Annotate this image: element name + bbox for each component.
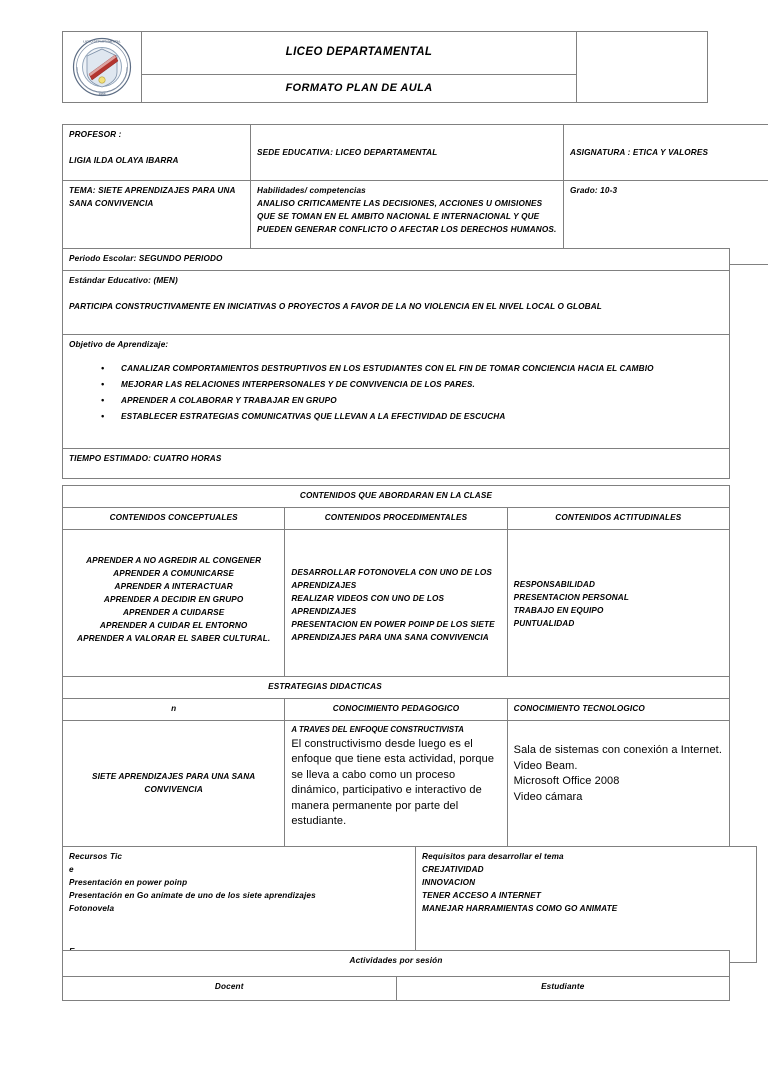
estrategia-contenido-cell [63,721,285,847]
list-item: Microsoft Office 2008 [513,775,620,787]
table-row [63,449,730,479]
requisitos-label: Requisitos para desarrollar el tema [422,852,564,861]
list-item: APRENDER A CUIDAR EL ENTORNO [99,621,248,630]
pedagogico-title: A TRAVES DEL ENFOQUE CONSTRUCTIVISTA [291,725,464,734]
conocimiento-pedagogico-cell [285,721,507,847]
periodo-block [62,248,730,271]
periodo-cell [63,249,730,271]
document-header-block [62,31,708,103]
header-contenidos-conceptuales [63,508,285,530]
conocimiento-tecnologico-cell [507,721,729,847]
header-estudiante [396,977,730,1001]
contenidos-banner: CONTENIDOS QUE ABORDARAN EN LA CLASE [299,491,493,500]
sede-cell [251,125,564,181]
table-row [63,508,730,530]
list-item: APRENDER A NO AGREDIR AL CONGENER [86,556,262,565]
header-contenidos-procedimentales [285,508,507,530]
table-row [63,125,768,181]
actividades-table [62,950,730,1001]
header-docente [63,977,397,1001]
table-row [63,486,730,508]
institution-title-cell [142,32,577,75]
table-row [63,530,730,697]
actividades-banner-cell [63,951,730,977]
spacer [69,287,723,300]
contenidos-conceptuales-cell [63,530,285,697]
estandar-label: Estándar Educativo: (MEN) [69,276,178,285]
header-label: Estudiante [541,982,585,991]
tema-text: TEMA: SIETE APRENDIZAJES PARA UNA SANA CONVIVENCIA [69,186,236,208]
header-label: n [171,704,177,713]
estrategias-table [62,676,730,847]
estrategias-banner: ESTRATEGIAS DIDACTICAS [268,682,382,691]
recursos-table [62,846,757,963]
header-estrategia-n [63,699,285,721]
list-item: DESARROLLAR FOTONOVELA CON UNO DE LOS APRENDIZAJES [291,568,493,590]
table-row [63,677,730,699]
list-item: • APRENDER A COLABORAR Y TRABAJAR EN GRUPO [121,393,723,409]
list-item: APRENDER A VALORAR EL SABER CULTURAL. [77,634,271,643]
contenidos-table [62,485,730,697]
header-label: CONOCIMIENTO PEDAGOGICO [332,704,460,713]
list-item: PUNTUALIDAD [513,619,575,628]
asignatura-cell [564,125,768,181]
info-table [62,124,768,265]
list-item: INNOVACION [422,878,476,887]
list-item: Video Beam. [513,759,578,772]
header-conocimiento-pedagogico [285,699,507,721]
table-row [63,699,730,721]
table-row [63,271,730,335]
list-item: RESPONSABILIDAD [513,580,596,589]
list-item: Presentación en Go anímate de uno de los siete aprendizajes [69,891,316,900]
actividades-block [62,950,730,1001]
table-row [63,951,730,977]
periodo-escolar-text: Periodo Escolar: SEGUNDO PERIODO [69,254,223,263]
estrategias-banner-cell [63,677,730,699]
tiempo-cell [63,449,730,479]
list-item: APRENDER A INTERACTUAR [114,582,233,591]
profesor-cell [63,125,251,181]
estandar-text: PARTICIPA CONSTRUCTIVAMENTE EN INICIATIVAS O PROYECTOS A FAVOR DE LA NO VIOLENCIA EN EL NIVEL LOCAL O GLOBAL [69,302,602,311]
table-row [63,847,757,963]
requisitos-cell [416,847,757,963]
header-contenidos-actitudinales [507,508,729,530]
list-item: • CANALIZAR COMPORTAMIENTOS DESTRUPTIVOS EN LOS ESTUDIANTES CON EL FIN DE TOMAR CONCIENCIA HACIA EL CAMBIO [121,361,723,377]
list-item: REALIZAR VIDEOS CON UNO DE LOS APRENDIZAJES [291,594,445,616]
list-item: e [69,865,74,874]
objetivo-cell [63,335,730,451]
format-title: FORMATO PLAN DE AULA [285,81,433,94]
list-item: Video cámara [513,790,583,803]
tiempo-table [62,448,730,479]
objetivo-table [62,334,730,451]
list-item: APRENDER A CUIDARSE [122,608,225,617]
header-table [62,31,708,103]
svg-text:LICEO DEPARTAMENTAL: LICEO DEPARTAMENTAL [83,39,121,44]
header-label: CONTENIDOS ACTITUDINALES [555,513,682,522]
header-conocimiento-tecnologico [507,699,729,721]
list-item: • MEJORAR LAS RELACIONES INTERPERSONALES Y DE CONVIVENCIA DE LOS PARES. [121,377,723,393]
pedagogico-text: El constructivismo desde luego es el enfoque que tiene esta actividad, porque se lleva a cabo como un proceso dinámico, participativo e interactivo de manera permanente por parte del estudiante. [291,737,495,827]
estandar-cell [63,271,730,335]
estrategia-contenido-text: SIETE APRENDIZAJES PARA UNA SANA CONVIVENCIA [91,772,256,794]
tiempo-estimado-text: TIEMPO ESTIMADO: CUATRO HORAS [69,454,222,463]
tiempo-block [62,448,730,479]
contenidos-banner-cell [63,486,730,508]
institution-title: LICEO DEPARTAMENTAL [285,46,433,59]
contenidos-procedimentales-cell [285,530,507,697]
list-item: APRENDER A DECIDIR EN GRUPO [103,595,244,604]
header-label: CONTENIDOS CONCEPTUALES [109,513,238,522]
habilidades-text: ANALISO CRITICAMENTE LAS DECISIONES, ACCIONES U OMISIONES QUE SE TOMAN EN EL AMBITO NACIONAL E INTERNACIONAL Y QUE PUEDEN GENERAR CONFLICTO O AFECTAR LOS DERECHOS HUMANOS. [257,199,557,234]
table-row [63,721,730,847]
spacer [69,141,244,154]
periodo-table [62,248,730,271]
school-logo-cell [63,32,142,103]
sede-text: SEDE EDUCATIVA: LICEO DEPARTAMENTAL [257,147,438,157]
recursos-block [62,846,730,963]
header-label: Docent [214,982,244,991]
habilidades-label: Habilidades/ competencias [257,186,366,195]
estandar-block [62,270,730,335]
spacer [69,915,409,945]
info-block [62,124,730,265]
profesor-label: PROFESOR : [69,130,122,139]
list-item: PRESENTACION EN POWER POINP DE LOS SIETE APRENDIZAJES PARA UNA SANA CONVIVENCIA [291,620,495,642]
estrategias-block [62,676,730,847]
table-row [63,335,730,451]
contenidos-actitudinales-cell [507,530,729,697]
svg-text:1963: 1963 [98,92,106,97]
list-item: TRABAJO EN EQUIPO [513,606,604,615]
format-title-cell [142,74,577,102]
actividades-banner: Actividades por sesión [349,956,443,965]
objetivo-block [62,334,730,451]
profesor-name: LIGIA ILDA OLAYA IBARRA [69,156,179,165]
table-row [63,977,730,1001]
asignatura-text: ASIGNATURA : ETICA Y VALORES [570,147,709,157]
recursos-label: Recursos Tic [69,852,123,861]
list-item: • ESTABLECER ESTRATEGIAS COMUNICATIVAS QUE LLEVAN A LA EFECTIVIDAD DE ESCUCHA [121,409,723,425]
list-item: Presentación en power poinp [69,878,188,887]
objetivo-label: Objetivo de Aprendizaje: [69,340,169,349]
header-label: CONTENIDOS PROCEDIMENTALES [324,513,468,522]
list-item: Fotonovela [69,904,115,913]
school-seal-icon [71,36,133,98]
list-item: APRENDER A COMUNICARSE [113,569,235,578]
objetivo-list [69,361,723,425]
list-item: Sala de sistemas con conexión a Internet. [513,744,722,756]
list-item: CREJATIVIDAD [422,865,484,874]
contenidos-block [62,485,730,697]
table-row [63,249,730,271]
estandar-table [62,270,730,335]
list-item: PRESENTACION PERSONAL [513,593,630,602]
recursos-tic-cell [63,847,416,963]
list-item: MANEJAR HARRAMIENTAS COMO GO ANIMATE [422,904,618,913]
list-item: TENER ACCESO A INTERNET [422,891,541,900]
header-side-cell [577,32,708,103]
grado-text: Grado: 10-3 [570,186,618,195]
header-label: CONOCIMIENTO TECNOLOGICO [513,704,645,713]
